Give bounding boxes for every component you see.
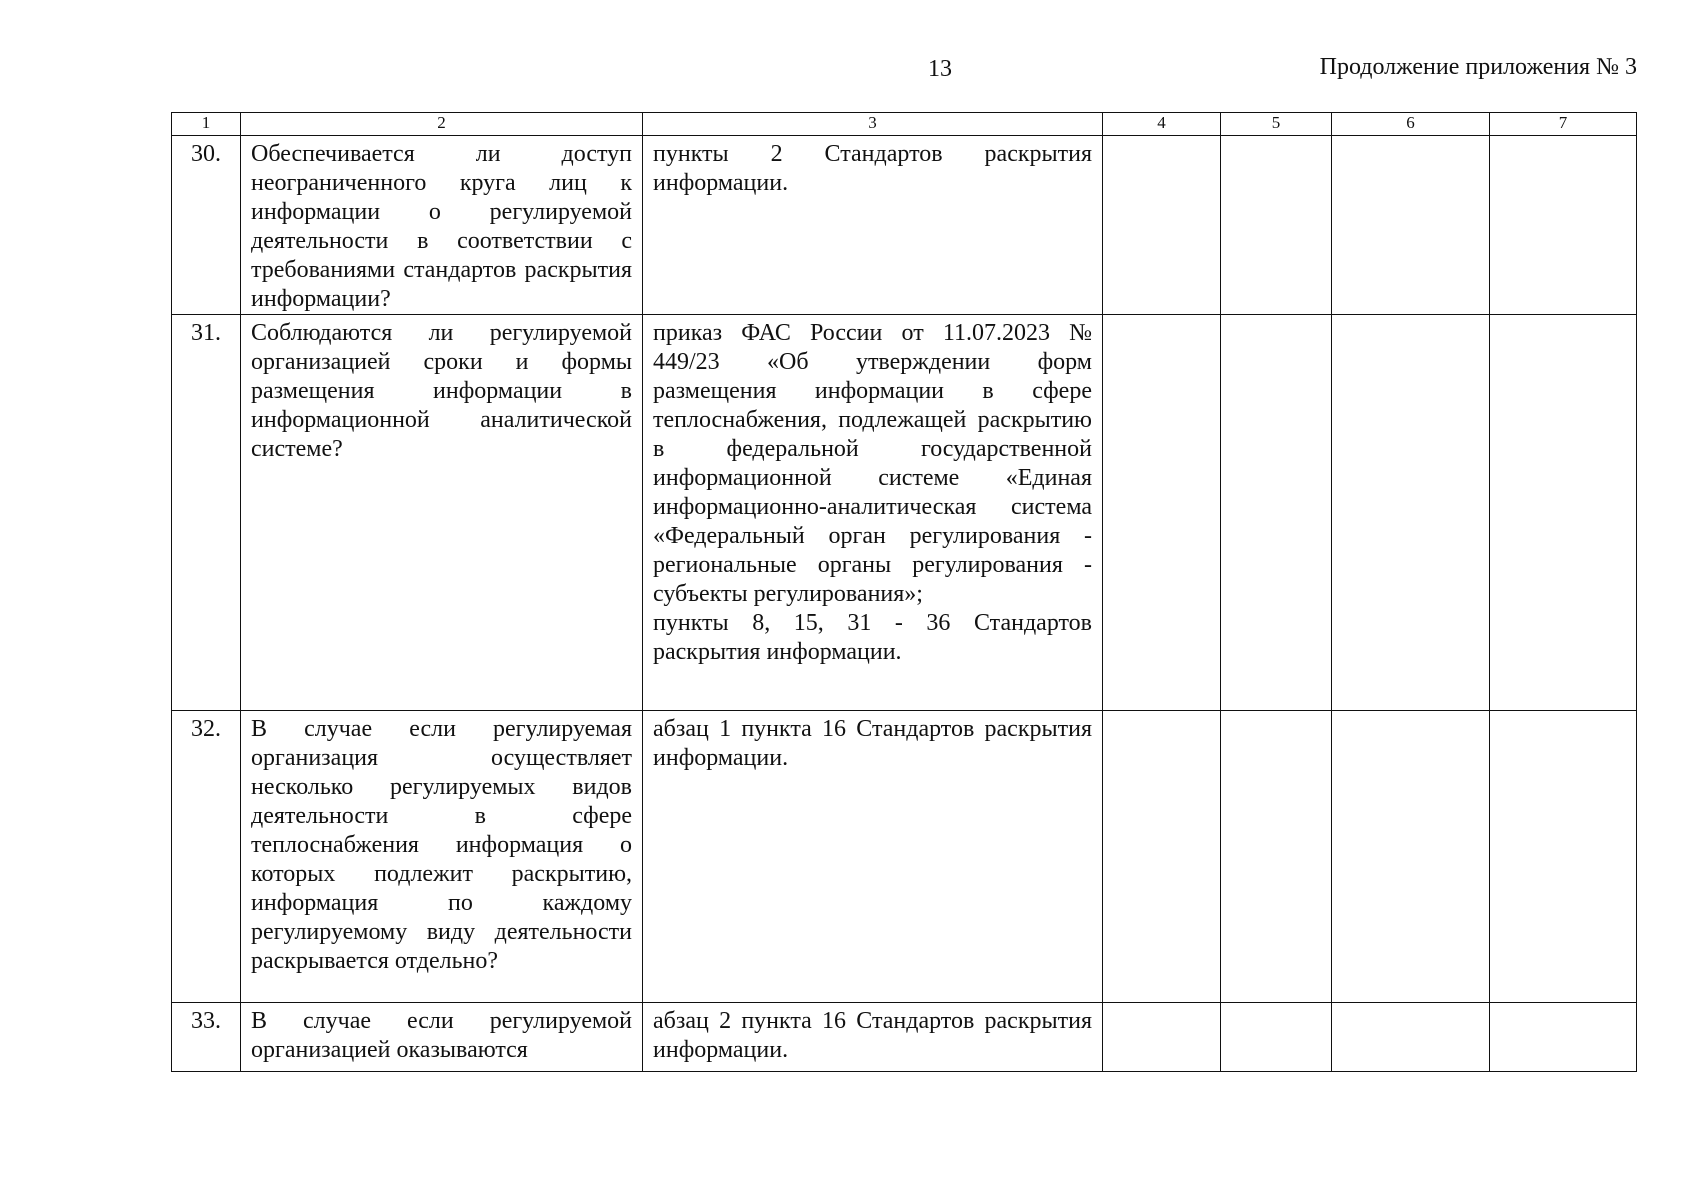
empty-cell: [1103, 136, 1221, 315]
question-cell: В случае если регулируемая организация осуществляет несколько регулируемых видов деятельности в сфере теплоснабжения информация о которых подлежит раскрытию, информация по каждому регулируемому виду деятельности раскрывается отдельно?: [241, 711, 643, 1003]
empty-cell: [1103, 1003, 1221, 1072]
question-cell: Обеспечивается ли доступ неограниченного круга лиц к информации о регулируемой деятельности в соответствии с требованиями стандартов раскрытия информации?: [241, 136, 643, 315]
empty-cell: [1490, 136, 1637, 315]
table-row: [172, 711, 1637, 1003]
empty-cell: [1332, 711, 1490, 1003]
column-header: 5: [1221, 113, 1332, 136]
empty-cell: [1490, 315, 1637, 711]
empty-cell: [1221, 711, 1332, 1003]
reference-text-extra: пункты 8, 15, 31 - 36 Стандартов раскрытия информации.: [653, 610, 1092, 665]
column-header: 2: [241, 113, 643, 136]
column-header: 7: [1490, 113, 1637, 136]
table-header-row: [172, 113, 1637, 136]
appendix-continuation-note: Продолжение приложения № 3: [1319, 54, 1637, 80]
row-number: 31.: [172, 315, 241, 711]
column-header: 4: [1103, 113, 1221, 136]
question-cell: В случае если регулируемой организацией оказываются: [241, 1003, 643, 1072]
empty-cell: [1103, 315, 1221, 711]
reference-cell: абзац 1 пункта 16 Стандартов раскрытия информации.: [643, 711, 1103, 1003]
column-header: 1: [172, 113, 241, 136]
checklist-table: [171, 112, 1637, 1072]
column-header: 3: [643, 113, 1103, 136]
empty-cell: [1332, 315, 1490, 711]
row-number: 32.: [172, 711, 241, 1003]
row-number: 33.: [172, 1003, 241, 1072]
column-header: 6: [1332, 113, 1490, 136]
reference-cell: абзац 2 пункта 16 Стандартов раскрытия информации.: [643, 1003, 1103, 1072]
empty-cell: [1332, 1003, 1490, 1072]
reference-cell: [643, 315, 1103, 711]
empty-cell: [1221, 315, 1332, 711]
reference-cell: пункты 2 Стандартов раскрытия информации.: [643, 136, 1103, 315]
empty-cell: [1103, 711, 1221, 1003]
empty-cell: [1490, 1003, 1637, 1072]
reference-text: приказ ФАС России от 11.07.2023 № 449/23 «Об утверждении форм размещения информации в сфере теплоснабжения, подлежащей раскрытию в федеральной государственной информационной системе «Единая информационно-аналитическая система «Федеральный орган регулирования - региональные органы регулирования - субъекты регулирования»;: [653, 320, 1092, 607]
table-row: [172, 136, 1637, 315]
empty-cell: [1221, 136, 1332, 315]
question-cell: Соблюдаются ли регулируемой организацией сроки и формы размещения информации в информационной аналитической системе?: [241, 315, 643, 711]
empty-cell: [1490, 711, 1637, 1003]
table-row: [172, 315, 1637, 711]
row-number: 30.: [172, 136, 241, 315]
page-number: 13: [928, 56, 952, 82]
empty-cell: [1332, 136, 1490, 315]
empty-cell: [1221, 1003, 1332, 1072]
table-row: [172, 1003, 1637, 1072]
